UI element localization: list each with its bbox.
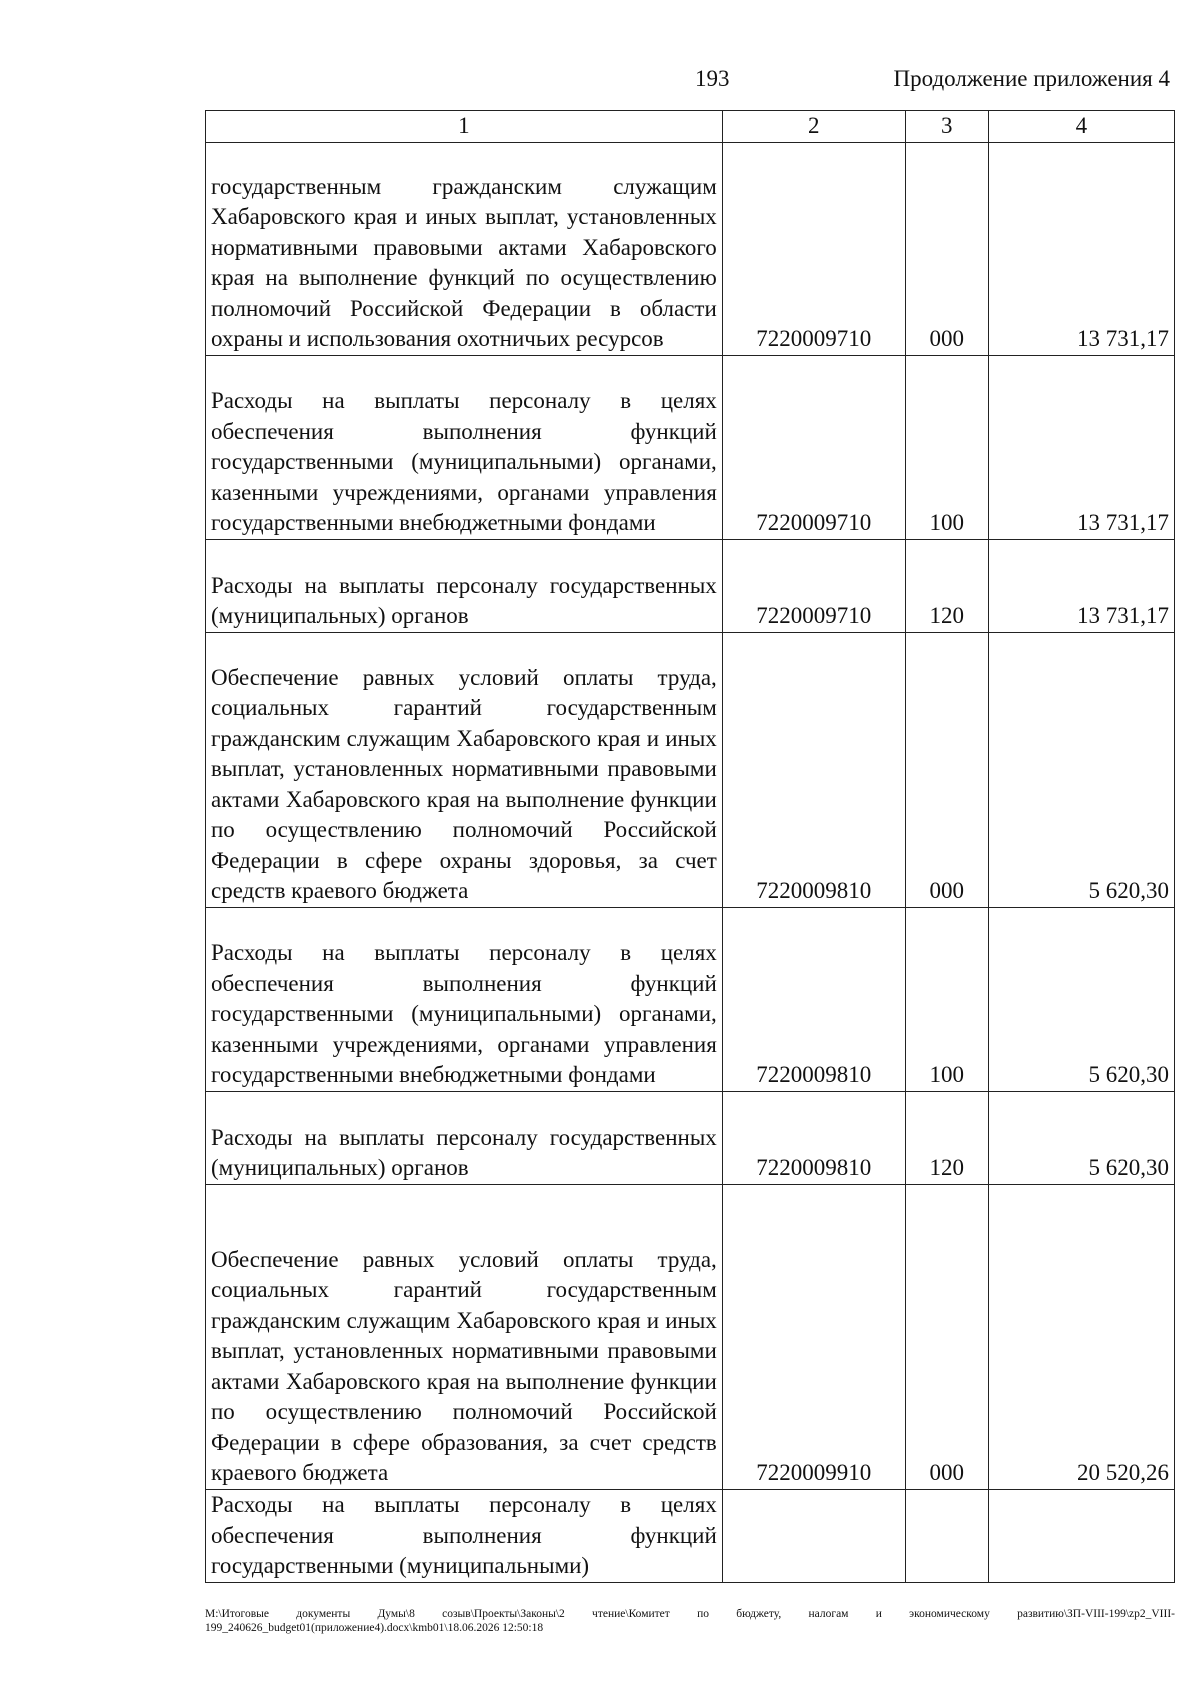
row-expense-type: 000 [905,632,988,907]
row-description: Расходы на выплаты персоналу в целях обеспечения выполнения функций государственными (муниципальными) органами, казенными учреждениями, органами управления государственными внебюджетными фондами [206,355,723,539]
row-amount: 13 731,17 [988,355,1174,539]
row-expense-type: 100 [905,355,988,539]
column-number: 3 [905,111,988,143]
row-amount: 5 620,30 [988,907,1174,1091]
column-numbers-row [206,111,1175,143]
row-description: Обеспечение равных условий оплаты труда, социальных гарантий государственным гражданским служащим Хабаровского края и иных выплат, установленных нормативными правовыми актами Хабаровского края на выполнение функции по осуществлению полномочий Российской Федерации в сфере охраны здоровья, за счет средств краевого бюджета [206,632,723,907]
continuation-label: Продолжение приложения 4 [893,66,1170,91]
row-expense-type: 100 [905,907,988,1091]
page-header [205,66,1175,102]
table-row [206,1184,1175,1489]
row-description: Расходы на выплаты персоналу государственных (муниципальных) органов [206,539,723,632]
table-row [206,907,1175,1091]
row-target-code [722,1489,905,1582]
row-description: Обеспечение равных условий оплаты труда, социальных гарантий государственным гражданским служащим Хабаровского края и иных выплат, установленных нормативными правовыми актами Хабаровского края на выполнение функции по осуществлению полномочий Российской Федерации в сфере образования, за счет средств краевого бюджета [206,1184,723,1489]
row-description: Расходы на выплаты персоналу в целях обеспечения выполнения функций государственными (муниципальными) органами, казенными учреждениями, органами управления государственными внебюджетными фондами [206,907,723,1091]
row-amount: 13 731,17 [988,539,1174,632]
table-row [206,142,1175,355]
budget-table [205,110,1175,1583]
page-number: 193 [695,66,730,91]
row-target-code: 7220009710 [722,539,905,632]
row-description: государственным гражданским служащим Хабаровского края и иных выплат, установленных нормативными правовыми актами Хабаровского края на выполнение функций по осуществлению полномочий Российской Федерации в области охраны и использования охотничьих ресурсов [206,142,723,355]
row-target-code: 7220009710 [722,142,905,355]
row-target-code: 7220009810 [722,1091,905,1184]
row-amount: 13 731,17 [988,142,1174,355]
row-target-code: 7220009810 [722,907,905,1091]
column-number: 1 [206,111,723,143]
column-number: 4 [988,111,1174,143]
row-amount: 5 620,30 [988,632,1174,907]
table-row [206,539,1175,632]
row-target-code: 7220009710 [722,355,905,539]
table-row [206,355,1175,539]
row-target-code: 7220009810 [722,632,905,907]
row-expense-type: 120 [905,1091,988,1184]
row-description: Расходы на выплаты персоналу государственных (муниципальных) органов [206,1091,723,1184]
row-expense-type: 000 [905,142,988,355]
row-target-code: 7220009910 [722,1184,905,1489]
row-expense-type: 120 [905,539,988,632]
file-path-footer: М:\Итоговые документы Думы\8 созыв\Проекты\Законы\2 чтение\Комитет по бюджету, налогам и экономическому развитию\ЗП-VIII-199\zp2_VIII-199_240626_budget01(приложение4).docx\kmb01\18.06.2026 12:50:18 [205,1608,1175,1634]
row-expense-type: 000 [905,1184,988,1489]
row-amount [988,1489,1174,1582]
row-amount: 20 520,26 [988,1184,1174,1489]
column-number: 2 [722,111,905,143]
table-row [206,1091,1175,1184]
table-row [206,1489,1175,1582]
row-expense-type [905,1489,988,1582]
row-description: Расходы на выплаты персоналу в целях обеспечения выполнения функций государственными (муниципальными) [206,1489,723,1582]
table-row [206,632,1175,907]
row-amount: 5 620,30 [988,1091,1174,1184]
